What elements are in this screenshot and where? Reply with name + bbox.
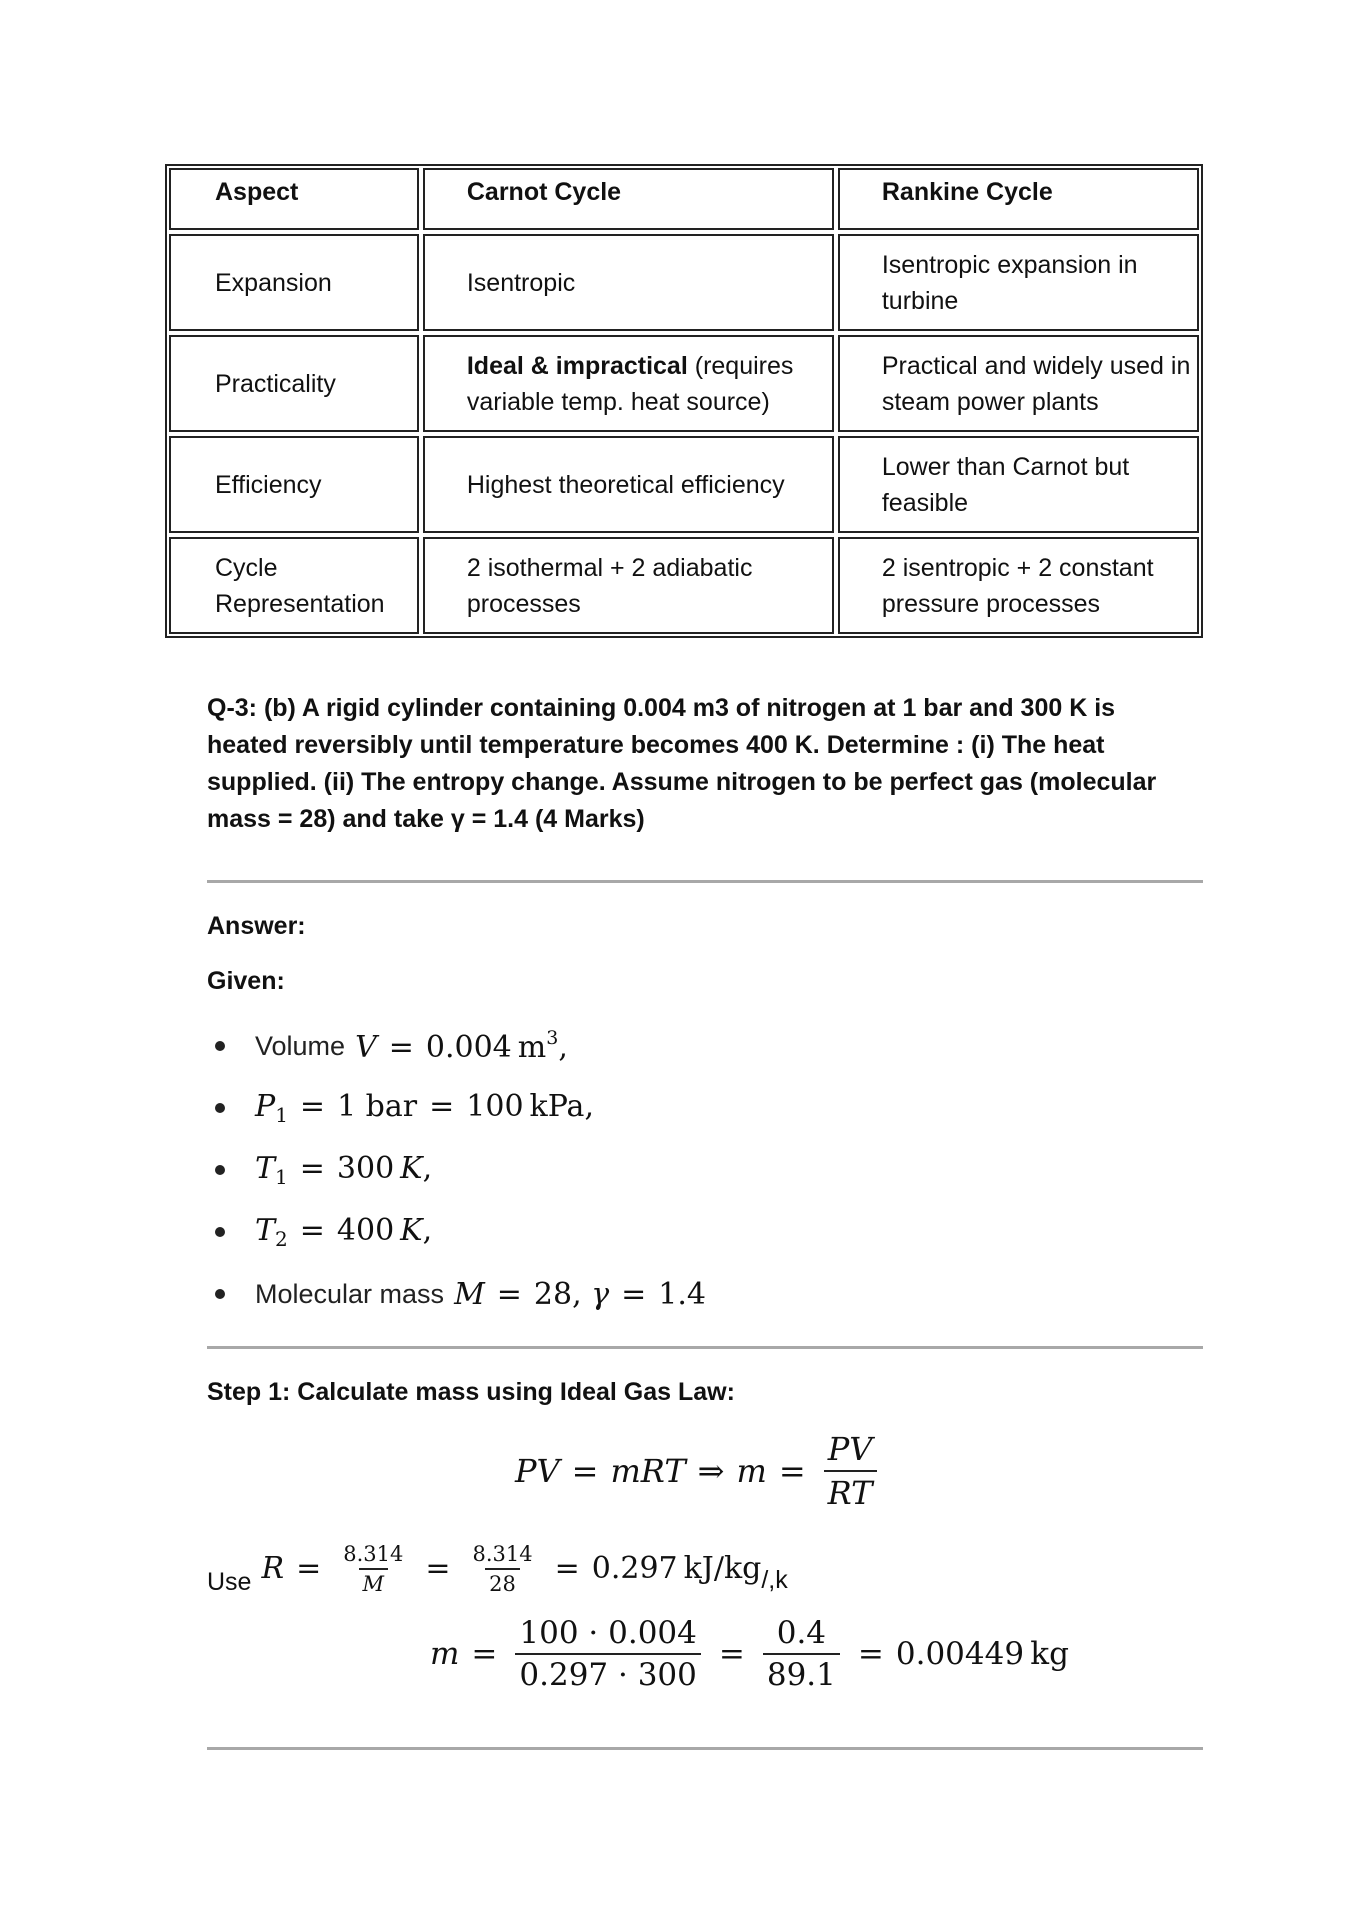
volume-label: Volume bbox=[255, 1030, 346, 1061]
r-value: 0.297 bbox=[591, 1551, 678, 1586]
volume-unit: m bbox=[517, 1030, 547, 1065]
cell-carnot: 2 isothermal + 2 adiabatic processes bbox=[423, 537, 834, 634]
cell-aspect: Expansion bbox=[169, 234, 419, 331]
comparison-table bbox=[165, 164, 1203, 638]
list-item: Volume V = 0.004 $m^3$, bbox=[207, 1015, 706, 1077]
pressure-kpa: 100 bbox=[466, 1089, 524, 1124]
cell-carnot bbox=[423, 335, 834, 432]
cell-carnot-rest: (requires variable temp. heat source) bbox=[466, 351, 794, 416]
ideal-gas-equation: PV = mRT ⇒ m = $\frac{PV}{RT}$ bbox=[515, 1430, 883, 1512]
cell-rankine: Lower than Carnot but feasible bbox=[838, 436, 1199, 533]
m-den1: 0.297 · 300 bbox=[515, 1653, 700, 1693]
cell-carnot: Isentropic bbox=[423, 234, 834, 331]
header-carnot: Carnot Cycle bbox=[423, 168, 834, 230]
mass-equation: m = $\frac{100 \cdot 0.004}{0.297 \cdot 300}$ = $\frac{0.4}{89.1}$ = 0.00449 kg bbox=[430, 1615, 1069, 1693]
r-const: 8.314 bbox=[343, 1541, 404, 1566]
divider bbox=[207, 1747, 1203, 1750]
mm-label: Molecular mass bbox=[255, 1278, 445, 1309]
r-unit-tail: /,k bbox=[761, 1566, 788, 1594]
t2-value: 400 bbox=[336, 1213, 395, 1248]
gamma-value: 1.4 bbox=[658, 1276, 706, 1312]
list-item: $T_1 = 300$ K, bbox=[207, 1139, 706, 1201]
pressure-unit: kPa bbox=[529, 1089, 585, 1124]
table-row bbox=[169, 537, 1199, 634]
m-den2: 89.1 bbox=[763, 1653, 840, 1693]
step1-label: Step 1: Calculate mass using Ideal Gas Law: bbox=[207, 1378, 735, 1406]
pressure-bar: 1 bar bbox=[337, 1089, 418, 1124]
r-const-2: 8.314 bbox=[472, 1541, 533, 1566]
t1-value: 300 bbox=[336, 1151, 395, 1186]
bullet-icon bbox=[215, 1041, 225, 1051]
list-item: $T_2 = 400$ K, bbox=[207, 1201, 706, 1263]
question-text: Q-3: (b) A rigid cylinder containing 0.004 m3 of nitrogen at 1 bar and 300 K is heated reversibly until temperature becomes 400 K. Determine : (i) The heat supplied. (ii) The entropy change. Assume nitrogen to be perfect gas (molecular mass = 28) and take γ = 1.4 (4 Marks) bbox=[207, 694, 1157, 833]
answer-label: Answer: bbox=[207, 912, 306, 940]
divider bbox=[207, 1346, 1203, 1349]
table-row bbox=[169, 436, 1199, 533]
list-item: Molecular mass M = 28, γ = 1.4 bbox=[207, 1263, 706, 1325]
cell-carnot-bold: Ideal & impractical bbox=[466, 351, 688, 380]
m-num1: 100 · 0.004 bbox=[519, 1615, 697, 1651]
table-row bbox=[169, 335, 1199, 432]
cell-aspect: Cycle Representation bbox=[169, 537, 419, 634]
m-result: 0.00449 bbox=[895, 1636, 1025, 1672]
use-label: Use bbox=[207, 1568, 252, 1596]
gas-constant-equation: Use R = $\frac{8.314}{M}$ = $\frac{8.314}{28}$ = 0.297 kJ/kg /,k bbox=[207, 1541, 788, 1596]
m-num2: 0.4 bbox=[776, 1615, 827, 1651]
cell-aspect: Efficiency bbox=[169, 436, 419, 533]
divider bbox=[207, 880, 1203, 883]
cell-rankine: Practical and widely used in steam power plants bbox=[838, 335, 1199, 432]
mm-value: 28 bbox=[533, 1276, 573, 1312]
cell-rankine: Isentropic expansion in turbine bbox=[838, 234, 1199, 331]
cell-rankine: 2 isentropic + 2 constant pressure processes bbox=[838, 537, 1199, 634]
cell-carnot: Highest theoretical efficiency bbox=[423, 436, 834, 533]
cell-aspect: Practicality bbox=[169, 335, 419, 432]
volume-value: 0.004 bbox=[425, 1030, 512, 1065]
bullet-icon bbox=[215, 1289, 225, 1299]
bullet-icon bbox=[215, 1227, 225, 1237]
table-row bbox=[169, 234, 1199, 331]
bullet-icon bbox=[215, 1165, 225, 1175]
header-rankine: Rankine Cycle bbox=[838, 168, 1199, 230]
list-item: $P_1 = 1$ bar = 100 kPa, bbox=[207, 1077, 706, 1139]
m-unit: kg bbox=[1030, 1636, 1069, 1672]
header-aspect: Aspect bbox=[169, 168, 419, 230]
bullet-icon bbox=[215, 1103, 225, 1113]
table-header-row bbox=[169, 168, 1199, 230]
r-unit: kJ/kg bbox=[683, 1551, 762, 1586]
given-label: Given: bbox=[207, 967, 285, 995]
mm-denominator: 28 bbox=[485, 1568, 520, 1596]
given-list bbox=[207, 1015, 706, 1325]
